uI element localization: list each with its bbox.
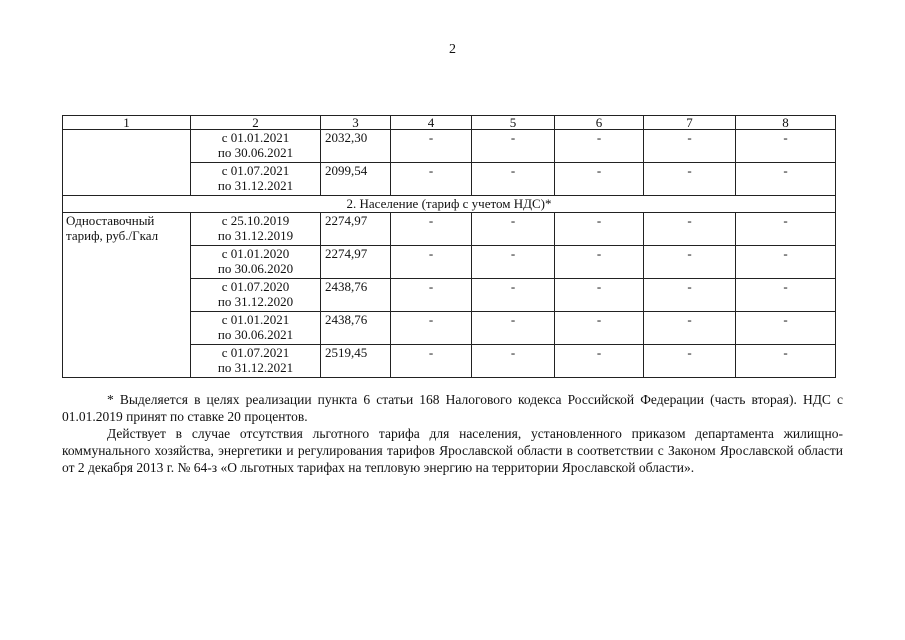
empty-cell: - (736, 213, 836, 246)
tariff-value: 2032,30 (321, 130, 391, 163)
empty-cell: - (391, 246, 472, 279)
header-cell: 1 (63, 116, 191, 130)
empty-cell: - (736, 345, 836, 378)
table-row (63, 213, 836, 246)
empty-cell: - (391, 163, 472, 196)
category-label-line: Одноставочный (66, 213, 155, 228)
empty-cell: - (644, 345, 736, 378)
footnote: * Выделяется в целях реализации пункта 6 статьи 168 Налогового кодекса Российской Федерации (часть вторая). НДС с 01.01.2019 принят по ставке 20 процентов. (62, 392, 843, 424)
header-cell: 6 (555, 116, 644, 130)
empty-cell: - (736, 246, 836, 279)
section-row (63, 196, 836, 213)
period-to: по 30.06.2021 (217, 145, 294, 160)
period-from: с 01.01.2021 (221, 312, 290, 327)
empty-cell: - (472, 279, 555, 312)
empty-cell: - (391, 130, 472, 163)
tariff-value: 2519,45 (321, 345, 391, 378)
period-to: по 31.12.2019 (217, 228, 294, 243)
empty-cell: - (472, 345, 555, 378)
period-cell (191, 130, 321, 163)
empty-cell: - (555, 213, 644, 246)
period-from: с 25.10.2019 (221, 213, 290, 228)
notes (62, 391, 843, 476)
empty-cell: - (644, 213, 736, 246)
header-row (63, 116, 836, 130)
period-from: с 01.07.2021 (221, 345, 290, 360)
tariff-value: 2274,97 (321, 246, 391, 279)
empty-cell: - (644, 279, 736, 312)
period-cell (191, 279, 321, 312)
notes-paragraph: Действует в случае отсутствия льготного тарифа для населения, установленного приказом департамента жилищно-коммунального хозяйства, энергетики и регулирования тарифов Ярославской области в соответствии с Законом Ярославской области от 2 декабря 2013 г. № 64-з «О льготных тарифах на тепловую энергию на территории Ярославской области». (62, 426, 843, 475)
empty-cell: - (555, 312, 644, 345)
period-to: по 30.06.2021 (217, 327, 294, 342)
period-to: по 31.12.2021 (217, 178, 294, 193)
empty-cell: - (472, 213, 555, 246)
header-cell: 7 (644, 116, 736, 130)
section-title: 2. Население (тариф с учетом НДС)* (63, 196, 836, 213)
tariff-value: 2099,54 (321, 163, 391, 196)
tariff-value: 2438,76 (321, 279, 391, 312)
empty-cell: - (644, 312, 736, 345)
table-row (63, 130, 836, 163)
category-cell (63, 213, 191, 378)
empty-cell: - (391, 213, 472, 246)
period-from: с 01.07.2021 (221, 163, 290, 178)
category-label-line: тариф, руб./Гкал (66, 228, 159, 243)
tariff-value: 2274,97 (321, 213, 391, 246)
period-to: по 30.06.2020 (217, 261, 294, 276)
period-to: по 31.12.2021 (217, 360, 294, 375)
period-from: с 01.01.2020 (221, 246, 290, 261)
empty-cell: - (644, 130, 736, 163)
empty-cell: - (736, 163, 836, 196)
empty-cell: - (472, 246, 555, 279)
header-cell: 8 (736, 116, 836, 130)
empty-cell: - (644, 246, 736, 279)
header-cell: 4 (391, 116, 472, 130)
tariff-table (62, 115, 836, 378)
empty-cell: - (472, 312, 555, 345)
empty-cell: - (555, 163, 644, 196)
empty-cell: - (736, 130, 836, 163)
empty-cell: - (555, 130, 644, 163)
empty-cell: - (472, 130, 555, 163)
period-from: с 01.07.2020 (221, 279, 290, 294)
period-from: с 01.01.2021 (221, 130, 290, 145)
period-to: по 31.12.2020 (217, 294, 294, 309)
period-cell (191, 246, 321, 279)
header-cell: 3 (321, 116, 391, 130)
period-cell (191, 345, 321, 378)
header-cell: 2 (191, 116, 321, 130)
period-cell (191, 312, 321, 345)
header-cell: 5 (472, 116, 555, 130)
empty-cell: - (555, 246, 644, 279)
empty-cell: - (391, 312, 472, 345)
empty-cell: - (555, 279, 644, 312)
empty-cell: - (391, 345, 472, 378)
period-cell (191, 163, 321, 196)
tariff-value: 2438,76 (321, 312, 391, 345)
page-number: 2 (449, 42, 456, 57)
empty-cell: - (391, 279, 472, 312)
period-cell (191, 213, 321, 246)
empty-cell: - (555, 345, 644, 378)
empty-cell: - (472, 163, 555, 196)
table-body (63, 116, 836, 378)
empty-cell: - (644, 163, 736, 196)
empty-cell: - (736, 279, 836, 312)
empty-cell: - (736, 312, 836, 345)
category-cell-empty (63, 130, 191, 196)
